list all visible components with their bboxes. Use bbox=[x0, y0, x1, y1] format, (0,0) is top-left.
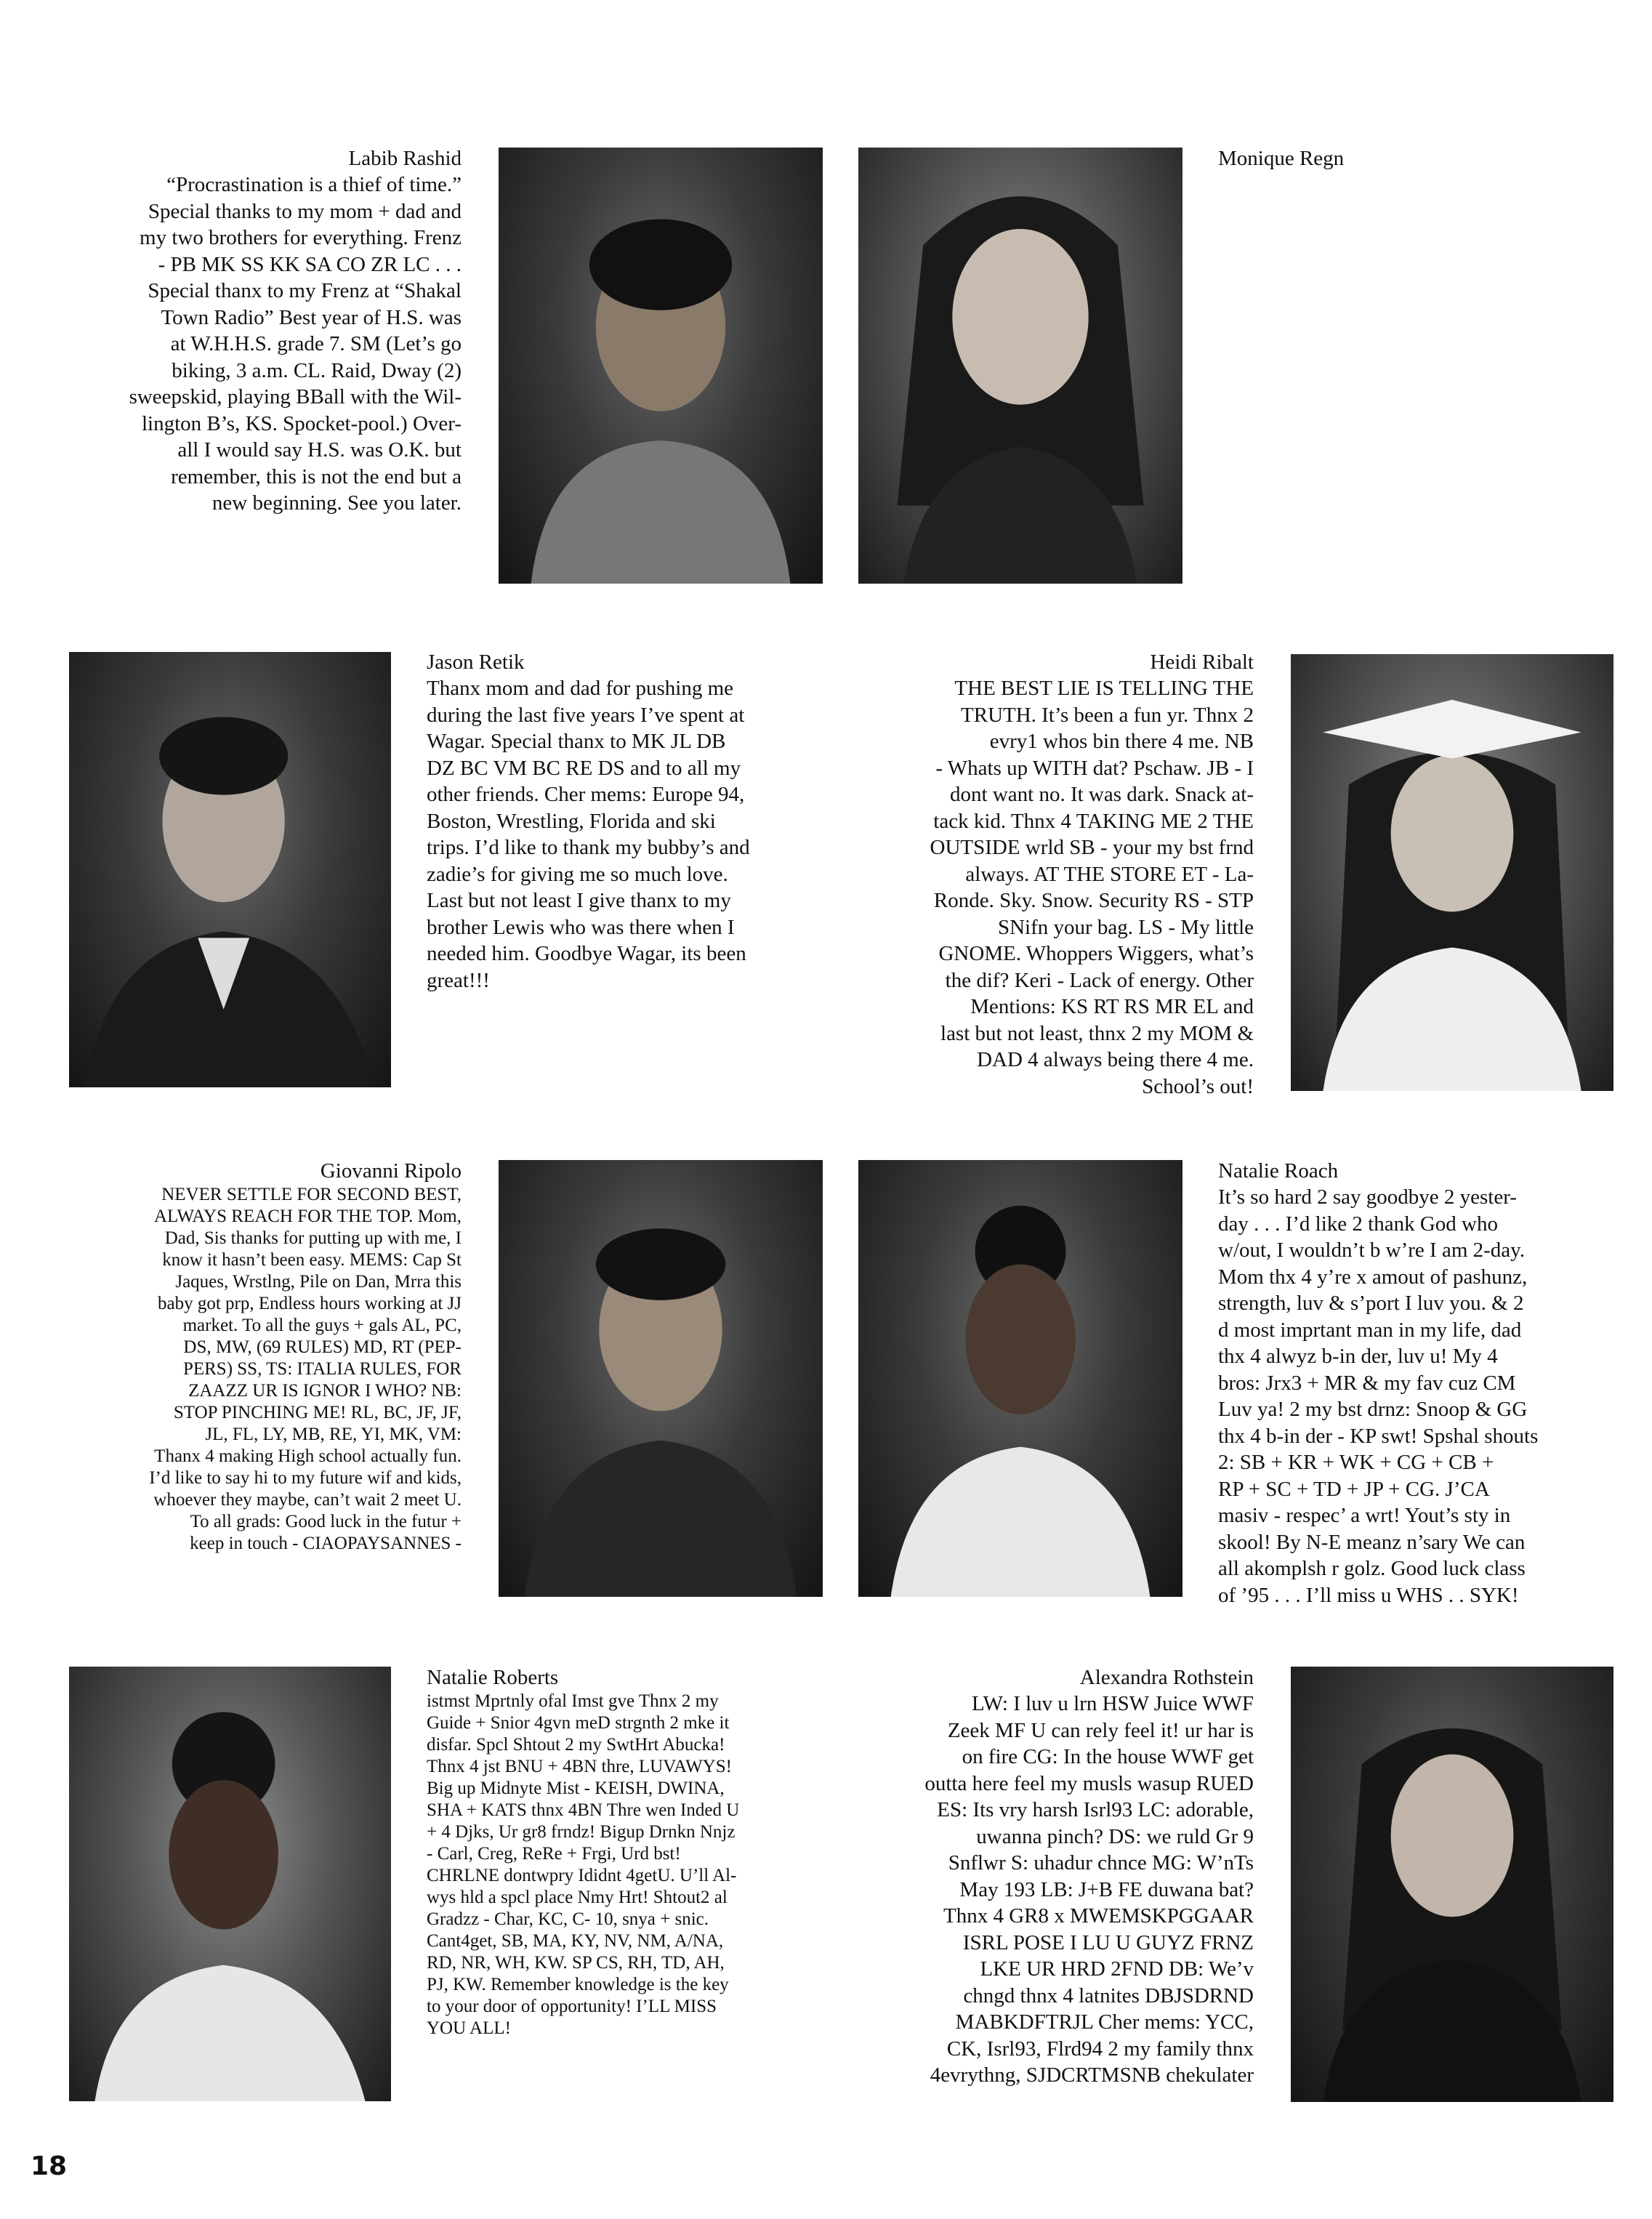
student-name: Natalie Roberts bbox=[427, 1666, 559, 1689]
quote-line: Thanx mom and dad for pushing me bbox=[427, 677, 734, 700]
quote-line: ISRL POSE I LU U GUYZ FRNZ bbox=[962, 1930, 1254, 1954]
quote-line: Boston, Wrestling, Florida and ski bbox=[427, 809, 716, 833]
quote-line: DAD 4 always being there 4 me. bbox=[977, 1048, 1254, 1071]
quote-line: whoever they maybe, can’t wait 2 meet U. bbox=[153, 1490, 462, 1510]
quote-line: Cant4get, SB, MA, KY, NV, NM, A/NA, bbox=[427, 1931, 724, 1951]
quote-line: Guide + Snior 4gvn meD strgnth 2 mke it bbox=[427, 1713, 730, 1733]
quote-line: SNifn your bag. LS - My little bbox=[997, 915, 1254, 939]
quote-line: thx 4 b-in der - KP swt! Spshal shouts bbox=[1218, 1424, 1539, 1448]
quote-line: Zeek MF U can rely feel it! ur har is bbox=[947, 1718, 1254, 1742]
quote-line: day . . . I’d like 2 thank God who bbox=[1218, 1212, 1498, 1236]
quote-line: on fire CG: In the house WWF get bbox=[962, 1745, 1254, 1768]
quote-line: remember, this is not the end but a bbox=[171, 464, 462, 488]
entry-monique-regn bbox=[1218, 145, 1582, 172]
quote-line: - Carl, Creg, ReRe + Frgi, Urd bst! bbox=[427, 1844, 681, 1864]
quote-line: YOU ALL! bbox=[427, 2018, 511, 2038]
quote-line: biking, 3 a.m. CL. Raid, Dway (2) bbox=[172, 358, 462, 382]
quote-line: bros: Jrx3 + MR & my fav cuz CM bbox=[1218, 1371, 1516, 1395]
quote-line: uwanna pinch? DS: we ruld Gr 9 bbox=[976, 1824, 1254, 1848]
portrait-monique-regn bbox=[858, 148, 1182, 584]
quote-line: To all grads: Good luck in the futur + bbox=[190, 1512, 462, 1531]
entry-heidi-ribalt bbox=[836, 649, 1254, 1100]
quote-line: I’d like to say hi to my future wif and kids, bbox=[149, 1468, 462, 1488]
quote-line: ES: Its vry harsh Isrl93 LC: adorable, bbox=[937, 1798, 1254, 1821]
student-name: Monique Regn bbox=[1218, 147, 1345, 170]
quote-line: skool! By N-E meanz n’sary We can bbox=[1218, 1530, 1526, 1554]
quote-line: last but not least, thnx 2 my MOM & bbox=[940, 1021, 1254, 1045]
portrait-jason-retik bbox=[69, 652, 391, 1087]
quote-line: to your door of opportunity! I’LL MISS bbox=[427, 1997, 717, 2016]
quote-line: Snflwr S: uhadur chnce MG: W’nTs bbox=[948, 1851, 1254, 1874]
entry-natalie-roberts bbox=[427, 1664, 834, 2039]
quote-line: Wagar. Special thanx to MK JL DB bbox=[427, 730, 726, 753]
quote-line: brother Lewis who was there when I bbox=[427, 915, 735, 939]
quote-line: during the last five years I’ve spent at bbox=[427, 703, 745, 727]
quote-line: baby got prp, Endless hours working at JJ bbox=[157, 1294, 462, 1313]
quote-line: + 4 Djks, Ur gr8 frndz! Bigup Drnkn Nnjz bbox=[427, 1822, 736, 1842]
quote-line: outta here feel my musls wasup RUED bbox=[924, 1771, 1254, 1795]
quote-line: know it hasn’t been easy. MEMS: Cap St bbox=[162, 1250, 462, 1270]
quote-line: THE BEST LIE IS TELLING THE bbox=[954, 677, 1254, 700]
quote-line: MABKDFTRJL Cher mems: YCC, bbox=[955, 2010, 1254, 2034]
quote-line: my two brothers for everything. Frenz bbox=[140, 226, 462, 249]
quote-line: disfar. Spcl Shtout 2 my SwtHrt Abucka! bbox=[427, 1735, 725, 1755]
quote-line: Luv ya! 2 my bst drnz: Snoop & GG bbox=[1218, 1398, 1528, 1421]
quote-line: ALWAYS REACH FOR THE TOP. Mom, bbox=[154, 1207, 462, 1226]
quote-line: LW: I luv u lrn HSW Juice WWF bbox=[972, 1692, 1254, 1715]
quote-line: d most imprtant man in my life, dad bbox=[1218, 1318, 1522, 1342]
quote-line: great!!! bbox=[427, 968, 490, 992]
quote-line: Mom thx 4 y’re x amout of pashunz, bbox=[1218, 1265, 1528, 1289]
quote-line: School’s out! bbox=[1142, 1074, 1254, 1098]
student-name: Giovanni Ripolo bbox=[320, 1159, 462, 1183]
student-quote bbox=[58, 1184, 462, 1555]
quote-line: always. AT THE STORE ET - La- bbox=[965, 862, 1254, 886]
quote-line: strength, luv & s’port I luv you. & 2 bbox=[1218, 1292, 1524, 1315]
quote-line: - Whats up WITH dat? Pschaw. JB - I bbox=[935, 756, 1254, 780]
quote-line: - PB MK SS KK SA CO ZR LC . . . bbox=[158, 252, 462, 276]
quote-line: LKE UR HRD 2FND DB: We’v bbox=[980, 1957, 1254, 1981]
quote-line: the dif? Keri - Lack of energy. Other bbox=[945, 968, 1254, 992]
quote-line: Dad, Sis thanks for putting up with me, I bbox=[164, 1228, 462, 1248]
student-quote bbox=[1218, 1184, 1625, 1608]
quote-line: needed him. Goodbye Wagar, its been bbox=[427, 942, 746, 965]
quote-line: SHA + KATS thnx 4BN Thre wen Inded U bbox=[427, 1800, 740, 1820]
quote-line: wys hld a spcl place Nmy Hrt! Shtout2 al bbox=[427, 1888, 728, 1907]
quote-line: market. To all the guys + gals AL, PC, bbox=[182, 1316, 462, 1335]
quote-line: TRUTH. It’s been a fun yr. Thnx 2 bbox=[961, 703, 1254, 727]
quote-line: CK, Isrl93, Flrd94 2 my family thnx bbox=[946, 2037, 1254, 2061]
student-quote bbox=[58, 172, 462, 517]
quote-line: Special thanks to my mom + dad and bbox=[148, 199, 462, 223]
student-quote bbox=[836, 675, 1254, 1100]
student-quote bbox=[427, 675, 834, 994]
quote-line: w/out, I wouldn’t b w’re I am 2-day. bbox=[1218, 1239, 1526, 1262]
quote-line: Last but not least I give thanx to my bbox=[427, 889, 731, 912]
entry-giovanni-ripolo bbox=[58, 1158, 462, 1555]
quote-line: “Procrastination is a thief of time.” bbox=[166, 173, 462, 196]
quote-line: tack kid. Thnx 4 TAKING ME 2 THE bbox=[933, 809, 1254, 833]
portrait-natalie-roach bbox=[858, 1160, 1182, 1597]
entry-alexandra-rothstein bbox=[836, 1664, 1254, 2089]
student-quote bbox=[427, 1691, 834, 2039]
quote-line: 2: SB + KR + WK + CG + CB + bbox=[1218, 1451, 1494, 1474]
student-name: Labib Rashid bbox=[348, 147, 462, 170]
quote-line: GNOME. Whoppers Wiggers, what’s bbox=[938, 942, 1254, 965]
quote-line: PERS) SS, TS: ITALIA RULES, FOR bbox=[182, 1359, 462, 1379]
quote-line: DZ BC VM BC RE DS and to all my bbox=[427, 756, 741, 780]
quote-line: Special thanx to my Frenz at “Shakal bbox=[148, 279, 462, 302]
quote-line: 4evrythng, SJDCRTMSNB chekulater bbox=[930, 2063, 1254, 2087]
student-name: Natalie Roach bbox=[1218, 1159, 1339, 1183]
quote-line: It’s so hard 2 say goodbye 2 yester- bbox=[1218, 1185, 1517, 1209]
quote-line: STOP PINCHING ME! RL, BC, JF, JF, bbox=[173, 1403, 462, 1422]
quote-line: masiv - respec’ a wrt! Yout’s sty in bbox=[1218, 1504, 1511, 1527]
quote-line: Ronde. Sky. Snow. Security RS - STP bbox=[933, 889, 1254, 912]
portrait-natalie-roberts bbox=[69, 1667, 391, 2101]
quote-line: of ’95 . . . I’ll miss u WHS . . SYK! bbox=[1218, 1583, 1519, 1607]
quote-line: thx 4 alwyz b-in der, luv u! My 4 bbox=[1218, 1345, 1498, 1368]
quote-line: Mentions: KS RT RS MR EL and bbox=[970, 995, 1254, 1018]
quote-line: Jaques, Wrstlng, Pile on Dan, Mrra this bbox=[175, 1272, 462, 1292]
quote-line: other friends. Cher mems: Europe 94, bbox=[427, 783, 745, 806]
student-name: Jason Retik bbox=[427, 651, 525, 674]
quote-line: evry1 whos bin there 4 me. NB bbox=[989, 730, 1254, 753]
quote-line: RD, NR, WH, KW. SP CS, RH, TD, AH, bbox=[427, 1953, 725, 1973]
quote-line: Thnx 4 jst BNU + 4BN thre, LUVAWYS! bbox=[427, 1757, 732, 1776]
entry-natalie-roach bbox=[1218, 1158, 1625, 1608]
quote-line: DS, MW, (69 RULES) MD, RT (PEP- bbox=[183, 1337, 462, 1357]
quote-line: OUTSIDE wrld SB - your my bst frnd bbox=[930, 836, 1254, 859]
quote-line: Gradzz - Char, KC, C- 10, snya + snic. bbox=[427, 1909, 709, 1929]
quote-line: Thanx 4 making High school actually fun. bbox=[154, 1446, 462, 1466]
quote-line: trips. I’d like to thank my bubby’s and bbox=[427, 836, 750, 859]
portrait-heidi-ribalt bbox=[1291, 654, 1613, 1091]
quote-line: RP + SC + TD + JP + CG. J’CA bbox=[1218, 1477, 1490, 1501]
entry-jason-retik bbox=[427, 649, 834, 994]
student-quote bbox=[836, 1691, 1254, 2089]
student-name: Heidi Ribalt bbox=[1150, 651, 1254, 674]
quote-line: keep in touch - CIAOPAYSANNES - bbox=[190, 1534, 462, 1553]
entry-labib-rashid bbox=[58, 145, 462, 517]
quote-line: PJ, KW. Remember knowledge is the key bbox=[427, 1975, 729, 1994]
quote-line: all akomplsh r golz. Good luck class bbox=[1218, 1557, 1526, 1580]
portrait-alexandra-rothstein bbox=[1291, 1667, 1613, 2102]
quote-line: istmst Mprtnly ofal Imst gve Thnx 2 my bbox=[427, 1691, 719, 1711]
quote-line: Town Radio” Best year of H.S. was bbox=[161, 305, 462, 329]
quote-line: all I would say H.S. was O.K. but bbox=[177, 438, 462, 462]
quote-line: NEVER SETTLE FOR SECOND BEST, bbox=[161, 1185, 462, 1204]
quote-line: new beginning. See you later. bbox=[211, 491, 462, 515]
quote-line: CHRLNE dontwpry Ididnt 4getU. U’ll Al- bbox=[427, 1866, 737, 1885]
quote-line: Big up Midnyte Mist - KEISH, DWINA, bbox=[427, 1779, 725, 1798]
portrait-labib-rashid bbox=[499, 148, 823, 584]
quote-line: chngd thnx 4 latnites DBJSDRND bbox=[963, 1984, 1254, 2007]
quote-line: ZAAZZ UR IS IGNOR I WHO? NB: bbox=[188, 1381, 462, 1401]
quote-line: Thnx 4 GR8 x MWEMSKPGGAAR bbox=[943, 1904, 1254, 1928]
page-number: 18 bbox=[31, 2151, 68, 2181]
portrait-giovanni-ripolo bbox=[499, 1160, 823, 1597]
quote-line: dont want no. It was dark. Snack at- bbox=[950, 783, 1254, 806]
quote-line: May 193 LB: J+B FE duwana bat? bbox=[959, 1877, 1254, 1901]
student-name: Alexandra Rothstein bbox=[1079, 1666, 1254, 1689]
quote-line: sweepskid, playing BBall with the Wil- bbox=[129, 385, 462, 408]
quote-line: zadie’s for giving me so much love. bbox=[427, 862, 728, 886]
quote-line: JL, FL, LY, MB, RE, YI, MK, VM: bbox=[205, 1425, 462, 1444]
quote-line: at W.H.H.S. grade 7. SM (Let’s go bbox=[170, 332, 462, 355]
quote-line: lington B’s, KS. Spocket-pool.) Over- bbox=[141, 411, 462, 435]
